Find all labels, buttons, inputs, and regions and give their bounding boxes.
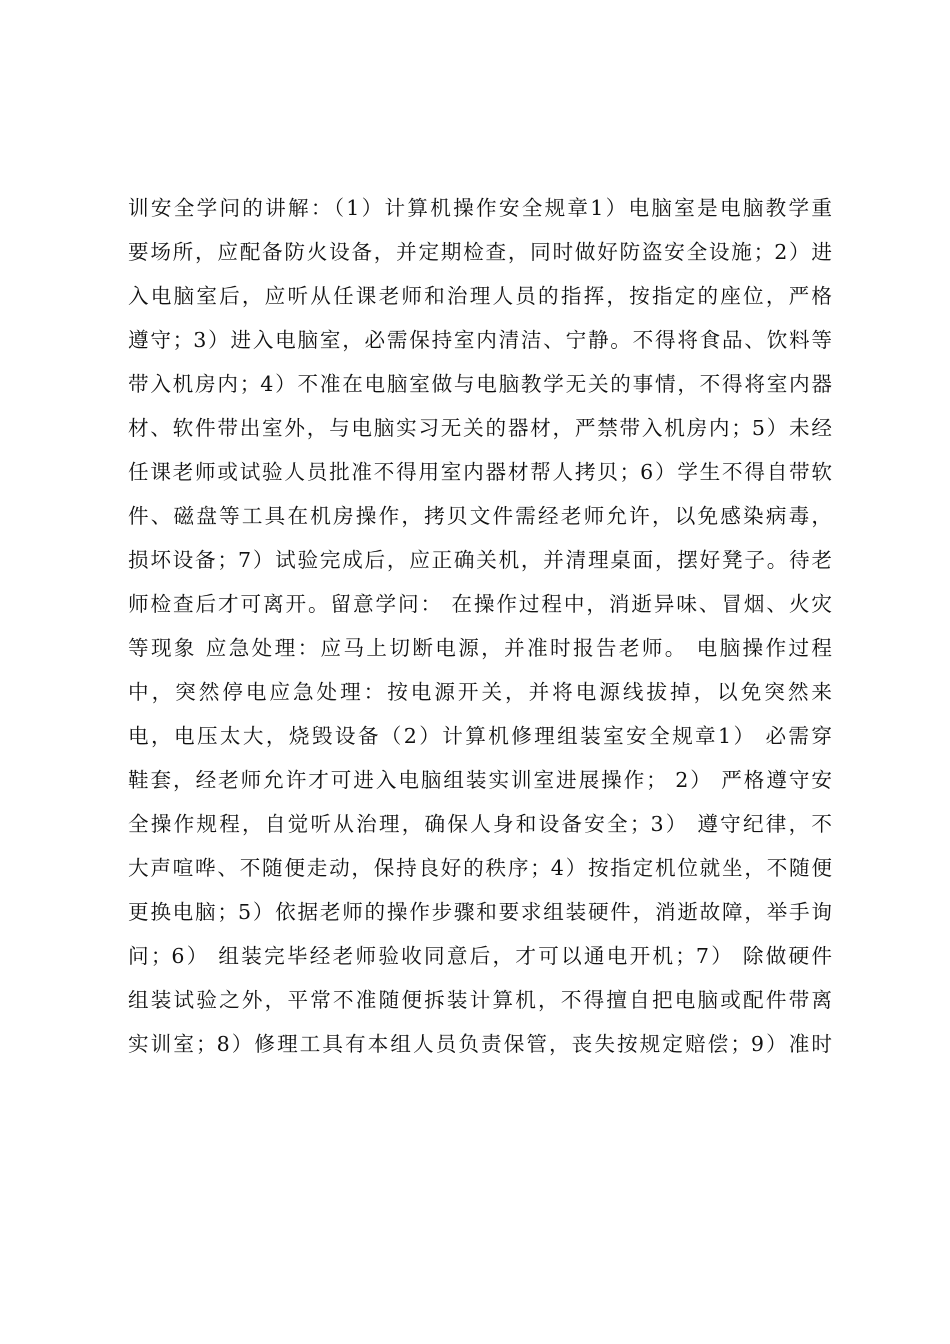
text-line: 要场所，应配备防火设备，并定期检查，同时做好防盗安全设施；2）进 <box>128 240 832 264</box>
text-line: 组装试验之外，平常不准随便拆装计算机，不得擅自把电脑或配件带离 <box>128 988 832 1012</box>
text-line: 问；6） 组装完毕经老师验收同意后，才可以通电开机；7） 除做硬件 <box>128 944 832 968</box>
text-line: 训安全学问的讲解：（1）计算机操作安全规章1）电脑室是电脑教学重 <box>128 196 832 220</box>
body-text <box>128 186 832 1066</box>
text-line: 遵守；3）进入电脑室，必需保持室内清洁、宁静。不得将食品、饮料等 <box>128 328 832 352</box>
text-line: 大声喧哗、不随便走动，保持良好的秩序；4）按指定机位就坐，不随便 <box>128 856 832 880</box>
text-line: 损坏设备；7）试验完成后，应正确关机，并清理桌面，摆好凳子。待老 <box>128 548 832 572</box>
text-line: 入电脑室后，应听从任课老师和治理人员的指挥，按指定的座位，严格 <box>128 284 832 308</box>
text-line: 带入机房内；4）不准在电脑室做与电脑教学无关的事情，不得将室内器 <box>128 372 832 396</box>
text-line: 电，电压太大，烧毁设备（2）计算机修理组装室安全规章1） 必需穿 <box>128 724 832 748</box>
text-line: 任课老师或试验人员批准不得用室内器材帮人拷贝；6）学生不得自带软 <box>128 460 832 484</box>
text-line: 材、软件带出室外，与电脑实习无关的器材，严禁带入机房内；5）未经 <box>128 416 832 440</box>
text-line: 全操作规程，自觉听从治理，确保人身和设备安全；3） 遵守纪律，不 <box>128 812 832 836</box>
text-line: 实训室；8）修理工具有本组人员负责保管，丧失按规定赔偿；9）准时 <box>128 1032 832 1056</box>
text-line: 更换电脑；5）依据老师的操作步骤和要求组装硬件，消逝故障，举手询 <box>128 900 832 924</box>
text-line: 师检查后才可离开。留意学问： 在操作过程中，消逝异味、冒烟、火灾 <box>128 592 832 616</box>
text-line: 中，突然停电应急处理：按电源开关，并将电源线拔掉，以免突然来 <box>128 680 832 704</box>
text-line: 等现象 应急处理：应马上切断电源，并准时报告老师。 电脑操作过程 <box>128 636 832 660</box>
text-line: 鞋套，经老师允许才可进入电脑组装实训室进展操作； 2） 严格遵守安 <box>128 768 832 792</box>
text-line: 件、磁盘等工具在机房操作，拷贝文件需经老师允许，以免感染病毒， <box>128 504 832 528</box>
